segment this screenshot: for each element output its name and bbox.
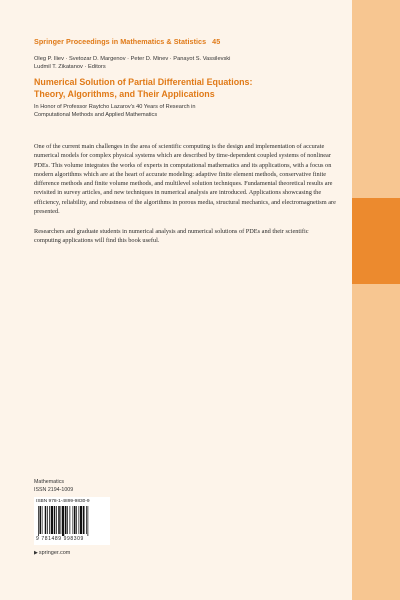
editor-last: Ludmil T. Zikatanov xyxy=(34,64,83,71)
barcode-bar xyxy=(83,506,85,534)
barcode-bar xyxy=(73,506,74,534)
blurb xyxy=(34,142,336,257)
barcode-bar xyxy=(88,506,89,536)
barcode-bar xyxy=(76,506,77,534)
blurb-paragraph-2: Researchers and graduate students in numerical analysis and numerical solutions of PDEs and their scientific computing applications will find this book useful. xyxy=(34,228,309,245)
subject-label: Mathematics xyxy=(34,479,65,485)
editors-block xyxy=(34,55,334,71)
barcode-bar xyxy=(54,506,56,534)
barcode-bar xyxy=(61,506,62,534)
series-name: Springer Proceedings in Mathematics & Statistics xyxy=(34,37,207,46)
subtitle-line-2: Computational Methods and Applied Mathematics xyxy=(34,112,158,118)
barcode-digits: 9 781489 998309 xyxy=(36,536,84,542)
orange-band-dark xyxy=(352,198,400,284)
title-line-1: Numerical Solution of Partial Differential Equations: xyxy=(34,77,253,87)
barcode-bar xyxy=(67,506,68,534)
barcode xyxy=(34,497,110,545)
barcode-bar xyxy=(58,506,60,534)
blurb-paragraph-1: One of the current main challenges in the area of scientific computing is the design and implementation of accurate numerical models for complex physical systems which are described by time-dependent coupled systems of nonlinear PDEs. This volume integrates the works of experts in computational mathematics and its applications, with a focus on modern algorithms which are at the heart of accurate modeling: adaptive finite element methods, conservative finite difference methods and finite volume methods, and multilevel solution techniques. Fundamental theoretical results are revisited in survey articles, and new techniques in numerical analysis are introduced. Applications showcasing the efficiency, reliability, and robustness of the algorithms in porous media, structural mechanics, and electromagnetism are presented. xyxy=(34,143,336,215)
title-line-2: Theory, Algorithms, and Their Applications xyxy=(34,89,215,99)
barcode-bar xyxy=(79,506,80,534)
barcode-bar xyxy=(42,506,43,534)
barcode-bar xyxy=(86,506,87,534)
barcode-bar xyxy=(49,506,50,534)
barcode-bar xyxy=(56,506,57,534)
book-subtitle xyxy=(34,103,334,119)
series-line xyxy=(34,37,334,46)
barcode-bar xyxy=(65,506,67,534)
editors-role: Editors xyxy=(87,64,106,71)
barcode-bar xyxy=(47,506,48,534)
isbn-label: ISBN 978-1-4899-9830-9 xyxy=(36,499,90,504)
editors-line-2: Ludmil T. Zikatanov · Editors xyxy=(34,64,106,71)
book-title xyxy=(34,76,334,100)
barcode-bars xyxy=(38,506,106,536)
triangle-right-icon: ▶ xyxy=(34,550,38,556)
barcode-bar xyxy=(45,506,47,534)
barcode-bar xyxy=(51,506,53,534)
issn-label: ISSN 2194-1009 xyxy=(34,486,74,493)
barcode-bar xyxy=(40,506,42,534)
barcode-bar xyxy=(74,506,76,534)
barcode-bar xyxy=(62,506,64,536)
publisher-website[interactable] xyxy=(34,550,134,556)
subtitle-line-1: In Honor of Professor Raytcho Lazarov's 40 Years of Research in xyxy=(34,104,196,110)
orange-band-light xyxy=(352,0,400,600)
barcode-bar xyxy=(80,506,82,534)
website-url: springer.com xyxy=(38,550,71,556)
barcode-bar xyxy=(38,506,39,536)
classification-block xyxy=(34,479,154,494)
editors-line-1: Oleg P. Iliev · Svetozar D. Margenov · Peter D. Minev · Panayot S. Vassilevski xyxy=(34,56,231,62)
barcode-bar xyxy=(70,506,71,534)
series-volume: 45 xyxy=(212,37,221,46)
